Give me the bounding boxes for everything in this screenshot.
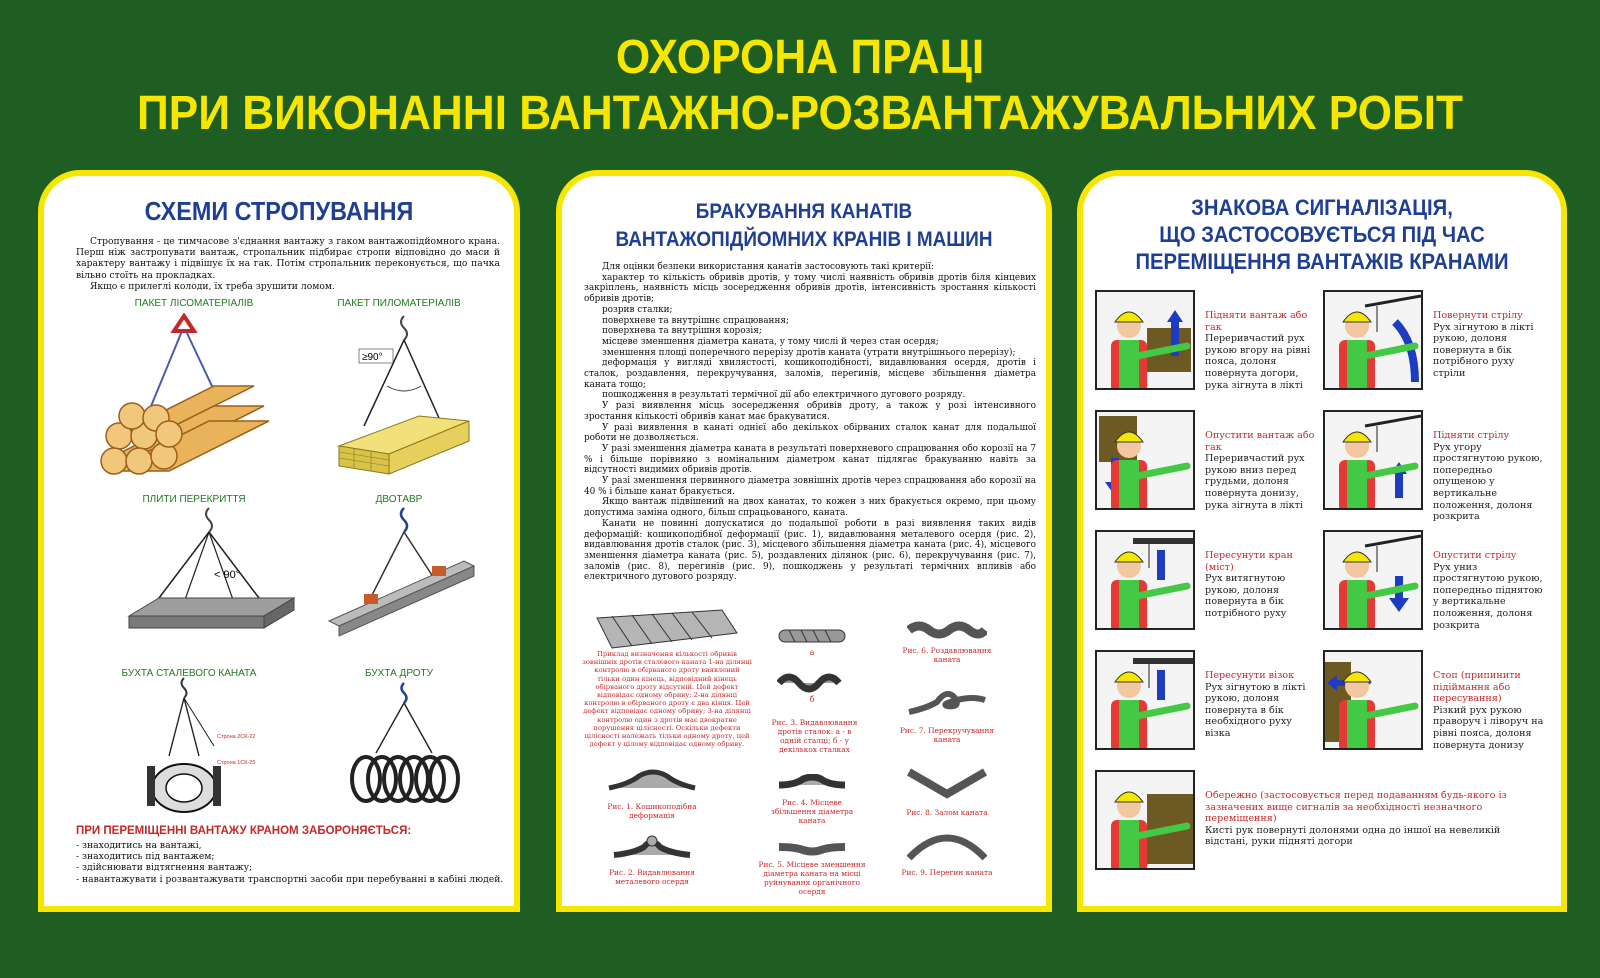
floor-slab-illustration bbox=[119, 506, 299, 646]
label-timber-pack: ПАКЕТ ЛІСОМАТЕРІАЛІВ bbox=[134, 298, 254, 309]
steel-rope-coil-illustration bbox=[139, 676, 289, 816]
signal-name: Опустити стрілу bbox=[1433, 550, 1517, 561]
caption-figure-1: Рис. 1. Кошикоподібна деформація bbox=[607, 802, 697, 820]
caption-figure-6: Рис. 6. Роздавлювання каната bbox=[902, 646, 992, 664]
signal-description bbox=[1205, 430, 1317, 511]
rope-figure-9 bbox=[907, 834, 987, 864]
panel1-intro bbox=[76, 236, 500, 292]
rope-figure-5 bbox=[777, 838, 847, 856]
signal-description bbox=[1433, 310, 1545, 380]
forbidden-item-text: навантажувати і розвантажувати транспортні засоби при перебуванні в кабіні людей. bbox=[82, 873, 504, 885]
wire-coil-illustration bbox=[344, 681, 464, 811]
label-wire-coil: БУХТА ДРОТУ bbox=[364, 668, 434, 679]
rope-figure-1 bbox=[607, 768, 697, 798]
rope-figure-3a bbox=[777, 626, 847, 646]
signal-illustration bbox=[1097, 532, 1195, 630]
criteria-paragraph: деформація у вигляді хвилястості, кошикоподібності, видавлювання осердя, дротів і сталок, роздавлення, перекручування, заломів, перегинів, місцеве збільшення діаметра каната тощо; bbox=[584, 358, 1036, 390]
forbidden-item: - навантажувати і розвантажувати транспортні засоби при перебуванні в кабіні людей. bbox=[76, 873, 504, 885]
signal-name: Обережно (застосовується перед подаванням будь-якого із зазначених вище сигналів за необхідності незначного переміщення) bbox=[1205, 790, 1507, 825]
rope-figure-2 bbox=[612, 833, 692, 863]
criteria-paragraph: характер то кількість обривів дротів, у тому числі наявність обривів дротів біля кінцевих закріплень, наявність місць зосередження обривів дротів, інтенсивність зростання кількості обривів дротів; bbox=[584, 272, 1036, 305]
signal-illustration bbox=[1325, 532, 1423, 630]
strop-label-1: Строна 2СК-22 bbox=[217, 734, 256, 740]
rope-figure-8 bbox=[907, 766, 987, 800]
signal-text: Рух униз простягнутою рукою, попередньо піднятою у вертикальне положення, долоня розкрита bbox=[1433, 561, 1543, 631]
caption-figure-7: Рис. 7. Перекручування каната bbox=[899, 726, 995, 744]
caption-figure-3: Рис. 3. Видавлювання дротів сталок: а - в одній сталці; б - у декількох сталках bbox=[771, 718, 858, 754]
signal-figure-trolley bbox=[1095, 650, 1195, 750]
signal-name: Пересунути візок bbox=[1205, 670, 1295, 681]
signal-name: Стоп (припинити підіймання або пересування) bbox=[1433, 670, 1521, 705]
signal-illustration bbox=[1325, 292, 1423, 390]
strop-label-2: Строна 1СК-25 bbox=[217, 760, 256, 766]
signal-name: Підняти стрілу bbox=[1433, 430, 1510, 441]
signal-text: Рух витягнутою рукою, долоня повернута в бік потрібного руху bbox=[1205, 573, 1287, 619]
signal-figure-crane bbox=[1323, 290, 1423, 390]
criteria-paragraph: У разі зменшення первинного діаметра зовнішніх дротів через спрацювання або корозії на 40 % і більше канат бракується. bbox=[584, 476, 1036, 497]
panel3-title-line1: ЗНАКОВА СИГНАЛІЗАЦІЯ, bbox=[1191, 195, 1453, 220]
criteria-paragraph: Якщо вантаж підвішений на двох канатах, то кожен з них бракується окремо, при цьому допустима заміна одного, більш спрацьованого, каната. bbox=[584, 497, 1036, 519]
angle-label-less-90: < 90° bbox=[214, 569, 241, 581]
criteria-paragraph: пошкодження в результаті термічної дії або електричного дугового розряду. bbox=[602, 390, 966, 401]
panel3-title bbox=[1102, 194, 1542, 275]
signal-text: Рух угору простягнутою рукою, попередньо опущеною у вертикальне положення, долоня розкрита bbox=[1433, 441, 1543, 523]
title-line-1: ОХОРОНА ПРАЦІ bbox=[615, 31, 985, 84]
signal-name: Підняти вантаж або гак bbox=[1205, 310, 1308, 333]
caption-figure-9: Рис. 9. Перегин каната bbox=[901, 868, 993, 877]
panel1-intro-text: Стропування - це тимчасове з'єднання вантажу з гаком вантажопідйомного крана. Перш ніж застропувати вантаж, стропальник підбирає стропи відповідно до маси й характеру вантажу і підвішує їх на гак. Потім стропальник переконується, що пачка вільно стоїть на прокладках. bbox=[76, 236, 500, 281]
label-floor-slabs: ПЛИТИ ПЕРЕКРИТТЯ bbox=[142, 494, 246, 505]
forbidden-item-text: знаходитись під вантажем; bbox=[82, 851, 215, 863]
panel3-title-line3: ПЕРЕМІЩЕННЯ ВАНТАЖІВ КРАНАМИ bbox=[1135, 249, 1509, 274]
signal-figure-stop bbox=[1323, 650, 1423, 750]
forbidden-item: - знаходитись на вантажі, bbox=[76, 840, 202, 851]
signal-description bbox=[1205, 310, 1317, 391]
signal-illustration bbox=[1325, 652, 1423, 750]
signal-figure-boom-down bbox=[1323, 530, 1423, 630]
signal-figure-down bbox=[1095, 410, 1195, 510]
criteria-paragraph: місцеве зменшення діаметра каната, у тому числі й через стан осердя; bbox=[602, 336, 939, 347]
rope-figure-3b bbox=[777, 672, 847, 694]
signal-name: Опустити вантаж або гак bbox=[1205, 430, 1315, 453]
signal-figure-boom-up bbox=[1323, 410, 1423, 510]
page-title bbox=[64, 30, 1536, 142]
signal-description bbox=[1433, 430, 1545, 523]
criteria-paragraph: розрив сталки; bbox=[602, 304, 673, 315]
forbidden-item-text: знаходитись на вантажі, bbox=[82, 840, 202, 851]
signal-figure-up bbox=[1095, 290, 1195, 390]
caption-figure-2: Рис. 2. Видавлювання металевого осердя bbox=[609, 868, 695, 886]
signal-illustration bbox=[1097, 292, 1195, 390]
signal-text: Різкий рух рукою праворуч і ліворуч на рівні пояса, долоня повернута донизу bbox=[1433, 704, 1544, 751]
criteria-paragraph: У разі зменшення діаметра каната в результаті поверхневого спрацювання обо корозії на 7 % і більше порівняно з номінальним діаметром канат підлягає бракуванню навіть за відсутності видимих обривів дротів. bbox=[584, 443, 1036, 476]
caption-figure-5: Рис. 5. Місцеве зменшення діаметра каната на місці руйнування органічного осердя bbox=[758, 860, 866, 896]
panel2-criteria-text bbox=[584, 262, 1036, 583]
signal-text: Кисті рук повернуті долонями одна до іншої на невеликій відстані, руки підняті догори bbox=[1205, 824, 1501, 848]
example-caption: Приклад визначення кількості обривів зовнішніх дротів сталевого каната 1-на ділянці контролю в обірваного дроту виявлений тільки один кінець, відповідний кінець обірваного дроту відсутній. Цей дефект відповідає одному обриву; 2-на ділянці контролю в обірваного дроту є два кінця. Цей дефект відповідає одному обриву; 3-на ділянці контролю один з дротів має двократне порушення цілісності. Оскільки дефекти цілісності належать тільки одному дроту, цей дефект у цілому відповідає одному обриву. bbox=[582, 650, 752, 749]
criteria-paragraph: У разі виявлення місць зосередження обривів дроту, а також у розі інтенсивного зростання кількості обривів канат має бракуватися. bbox=[584, 401, 1036, 422]
caption-figure-4: Рис. 4. Місцеве збільшення діаметра каната bbox=[770, 798, 854, 825]
criteria-paragraph: Для оцінки безпеки використання канатів застосовують такі критерії: bbox=[602, 262, 934, 272]
forbidden-list bbox=[76, 840, 516, 885]
signal-description bbox=[1433, 550, 1545, 631]
panel2-title-line1: БРАКУВАННЯ КАНАТІВ bbox=[695, 200, 913, 223]
panel1-title: СХЕМИ СТРОПУВАННЯ bbox=[144, 196, 414, 226]
rope-figure-7 bbox=[907, 688, 987, 720]
signal-text: Переривчастий рух рукою вниз перед грудьми, долоня повернута донизу, рука зігнута в лікті bbox=[1205, 453, 1305, 511]
signal-illustration bbox=[1097, 652, 1195, 750]
panel3-title-line2: ЩО ЗАСТОСОВУЄТЬСЯ ПІД ЧАС bbox=[1159, 222, 1485, 247]
signal-text: Рух зігнутою в лікті рукою, долоня повернута в бік необхідного руху візка bbox=[1205, 681, 1306, 739]
label-lumber-pack: ПАКЕТ ПИЛОМАТЕРІАЛІВ bbox=[337, 298, 461, 309]
signal-description bbox=[1205, 670, 1317, 740]
lumber-pack-illustration bbox=[329, 306, 479, 486]
criteria-paragraph: Канати не повинні допускатися до подальшої роботи в разі виявлення таких видів деформацій: кошикоподібної деформації (рис. 1), видавлювання металевого осердя (рис. 2), видавлювання дротів сталок (рис. 3), місцевого збільшення діаметра каната (рис. 4), місцевого зменшення діаметра каната (рис. 5), роздавлених ділянок (рис. 6), перекручування (рис. 7), заломів (рис. 8), перегинів (рис. 9), пошкоджень у результаті термічних впливів або електричного дугового розряду. bbox=[584, 518, 1036, 583]
i-beam-illustration bbox=[324, 506, 484, 646]
panel-rope-rejection bbox=[556, 170, 1052, 912]
forbidden-title: ПРИ ПЕРЕМІЩЕННІ ВАНТАЖУ КРАНОМ ЗАБОРОНЯЄТЬСЯ: bbox=[76, 825, 412, 837]
angle-label-90: ≥90° bbox=[362, 352, 383, 363]
forbidden-item: - знаходитись під вантажем; bbox=[76, 851, 215, 863]
criteria-paragraph: поверхневе та внутрішнє спрацювання; bbox=[602, 315, 789, 326]
signal-illustration bbox=[1097, 772, 1195, 870]
signal-description bbox=[1205, 550, 1317, 620]
signal-illustration bbox=[1097, 412, 1195, 510]
panel2-title-line2: ВАНТАЖОПІДЙОМНИХ КРАНІВ І МАШИН bbox=[615, 228, 993, 251]
signal-description bbox=[1433, 670, 1545, 751]
panel-slinging-schemes bbox=[38, 170, 520, 912]
forbidden-item-text: здійснювати відтягнення вантажу; bbox=[82, 862, 253, 874]
criteria-paragraph: поверхнева та внутрішня корозія; bbox=[602, 326, 762, 337]
signal-figure-care bbox=[1095, 770, 1195, 870]
signal-name: Повернути стрілу bbox=[1433, 310, 1523, 321]
caption-3a: а bbox=[809, 648, 815, 657]
panel1-intro-note: Якщо є прилеглі колоди, їх треба зрушити ломом. bbox=[90, 280, 335, 292]
caption-3b: б bbox=[809, 695, 815, 704]
signal-text: Рух зігнутою в лікті рукою, долоня повернута в бік потрібного руху стріли bbox=[1433, 321, 1534, 379]
timber-pack-illustration bbox=[94, 306, 284, 486]
panel2-title bbox=[586, 198, 1022, 254]
criteria-paragraph: У разі виявлення в канаті однієї або декількох обірваних сталок канат для подальшої роботи не дозволяється. bbox=[584, 422, 1036, 444]
signal-figure-bridge bbox=[1095, 530, 1195, 630]
rope-figure-4 bbox=[777, 774, 847, 796]
signal-text: Переривчастий рух рукою вгору на рівні пояса, долоня повернута догори, рука зігнута в лікті bbox=[1205, 333, 1311, 391]
rope-example-figure bbox=[592, 608, 742, 653]
criteria-paragraph: зменшення площі поперечного перерізу дротів каната (утрати внутрішнього перерізу); bbox=[602, 347, 1016, 358]
title-line-2: ПРИ ВИКОНАННІ ВАНТАЖНО-РОЗВАНТАЖУВАЛЬНИХ РОБІТ bbox=[136, 87, 1463, 140]
forbidden-item: - здійснювати відтягнення вантажу; bbox=[76, 862, 253, 874]
signal-name: Пересунути кран (міст) bbox=[1205, 550, 1293, 573]
caption-figure-8: Рис. 8. Залом каната bbox=[906, 808, 988, 817]
panel-sign-signals bbox=[1077, 170, 1567, 912]
label-steel-rope-coil: БУХТА СТАЛЕВОГО КАНАТА bbox=[121, 668, 257, 679]
label-i-beam: ДВОТАВР bbox=[375, 494, 423, 505]
signal-description bbox=[1205, 790, 1535, 848]
rope-figure-6 bbox=[907, 620, 987, 640]
signal-illustration bbox=[1325, 412, 1423, 510]
